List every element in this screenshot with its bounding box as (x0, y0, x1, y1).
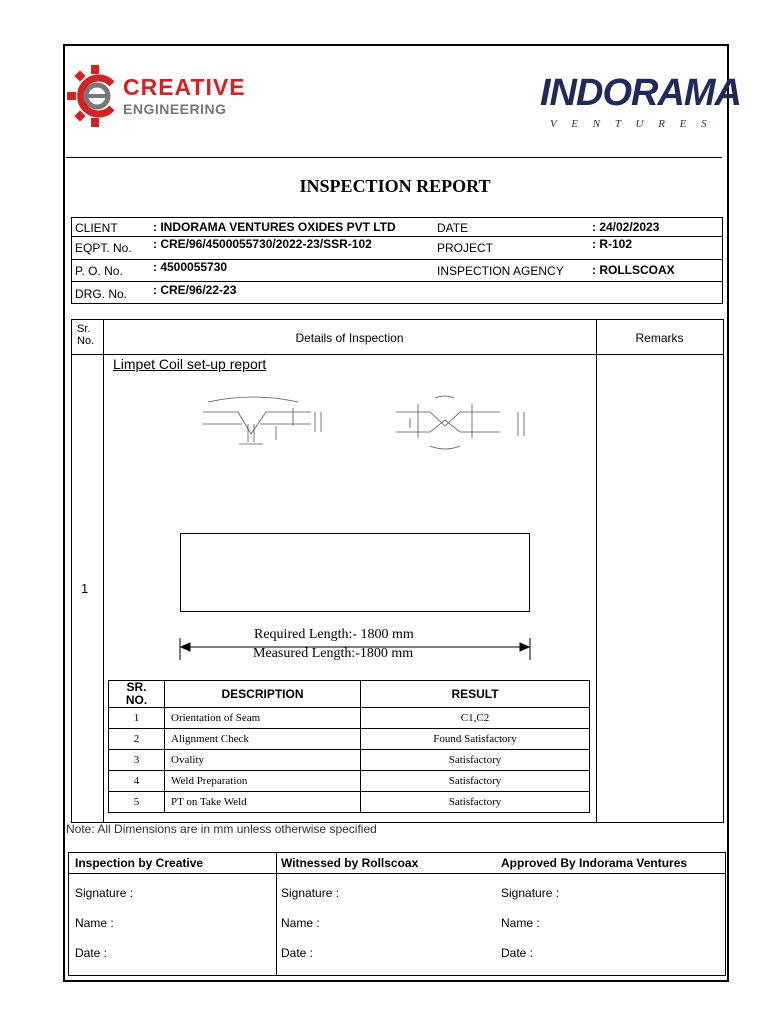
signature-label: Signature : (75, 886, 134, 900)
result-value: Satisfactory (361, 750, 590, 771)
project-label: PROJECT (437, 241, 494, 255)
agency-value: : ROLLSCOAX (592, 263, 675, 277)
table-row (109, 792, 590, 813)
measured-length: Measured Length:-1800 mm (253, 646, 414, 661)
result-description: PT on Take Weld (165, 792, 361, 813)
page-title: INSPECTION REPORT (299, 176, 491, 196)
creative-logo (66, 64, 266, 128)
result-value: Satisfactory (361, 792, 590, 813)
table-row (109, 708, 590, 729)
signoff-rollscoax-title: Witnessed by Rollscoax (281, 856, 419, 870)
signoff-indorama-title: Approved By Indorama Ventures (501, 856, 688, 870)
drg-label: DRG. No. (75, 287, 128, 301)
agency-label: INSPECTION AGENCY (437, 264, 564, 278)
result-sr: 4 (109, 771, 165, 792)
indorama-logo-text: INDORAMA (540, 72, 741, 114)
date-label: Date : (75, 946, 108, 960)
row-number: 1 (81, 581, 89, 596)
date-label: Date : (501, 946, 534, 960)
name-label: Name : (75, 916, 114, 930)
results-description-header: DESCRIPTION (165, 681, 361, 708)
result-description: Ovality (165, 750, 361, 771)
indorama-logo (538, 66, 741, 136)
result-description: Orientation of Seam (165, 708, 361, 729)
signature-label: Signature : (501, 886, 560, 900)
gear-icon (66, 64, 124, 128)
signoff-creative-title: Inspection by Creative (75, 856, 204, 870)
dimensions-note: Note: All Dimensions are in mm unless otherwise specified (66, 822, 377, 836)
table-row (109, 750, 590, 771)
date-value: : 24/02/2023 (592, 220, 660, 234)
sr-no-header: Sr. No. (77, 323, 95, 347)
signoff-table (68, 852, 726, 976)
signature-label: Signature : (281, 886, 340, 900)
creative-logo-text-2: ENGINEERING (123, 101, 227, 117)
weld-joint-diagram-left (193, 394, 333, 454)
remarks-header: Remarks (635, 331, 684, 345)
header-divider (66, 157, 722, 158)
drg-value: : CRE/96/22-23 (153, 283, 237, 297)
result-value: C1,C2 (361, 708, 590, 729)
result-value: Satisfactory (361, 771, 590, 792)
result-sr: 1 (109, 708, 165, 729)
results-sr-header: SR. NO. (109, 681, 165, 708)
section-title: Limpet Coil set-up report (113, 356, 267, 372)
client-value: : INDORAMA VENTURES OXIDES PVT LTD (153, 220, 396, 234)
result-sr: 5 (109, 792, 165, 813)
results-table (108, 680, 590, 813)
date-label: Date : (281, 946, 314, 960)
results-result-header: RESULT (361, 681, 590, 708)
limpet-coil-rectangle (180, 533, 530, 612)
details-header: Details of Inspection (295, 331, 404, 345)
header-info-table (71, 217, 723, 304)
weld-joint-diagram-right (390, 394, 530, 454)
name-label: Name : (501, 916, 540, 930)
table-row (109, 771, 590, 792)
po-label: P. O. No. (75, 264, 123, 278)
client-label: CLIENT (75, 221, 118, 235)
date-label: DATE (437, 221, 469, 235)
results-header-row (109, 681, 590, 708)
indorama-logo-subtext: V E N T U R E S (550, 118, 713, 130)
project-value: : R-102 (592, 237, 633, 251)
result-value: Found Satisfactory (361, 729, 590, 750)
table-row (109, 729, 590, 750)
result-sr: 3 (109, 750, 165, 771)
result-description: Weld Preparation (165, 771, 361, 792)
required-length: Required Length:- 1800 mm (254, 627, 414, 642)
eqpt-value: : CRE/96/4500055730/2022-23/SSR-102 (153, 237, 372, 251)
eqpt-label: EQPT. No. (75, 241, 132, 255)
result-description: Alignment Check (165, 729, 361, 750)
name-label: Name : (281, 916, 320, 930)
result-sr: 2 (109, 729, 165, 750)
creative-logo-text-1: CREATIVE (123, 74, 246, 100)
po-value: : 4500055730 (153, 260, 228, 274)
